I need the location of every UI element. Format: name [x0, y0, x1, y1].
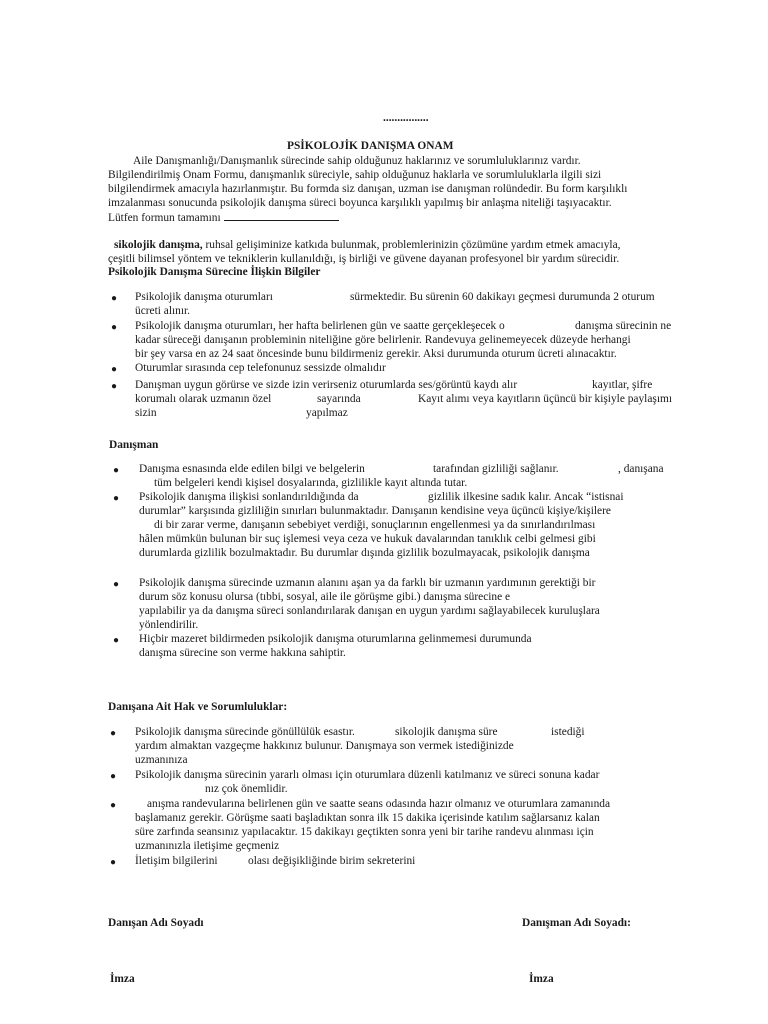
counselor-name-label: Danışman Adı Soyadı: — [522, 917, 631, 929]
s2-item4-line1: Hiçbir mazeret bildirmeden psikolojik danışma oturumlarına gelinmemesi durumunda — [139, 633, 532, 645]
definition-term: sikolojik danışma, — [114, 239, 203, 251]
s3-item1-line3: uzmanınıza — [135, 754, 188, 766]
intro-read-text: Lütfen formun tamamını — [108, 212, 221, 224]
s1-item1-part-b: sürmektedir. Bu sürenin 60 dakikayı geçmesi durumunda 2 oturum — [350, 291, 655, 303]
bullet-icon: ● — [113, 635, 120, 646]
client-sign-label: İmza — [110, 973, 135, 985]
definition-line-1 — [114, 238, 620, 252]
s1-item4-part-a: Danışman uygun görürse ve sizde izin verirseniz oturumlarda ses/görüntü kaydı alır — [135, 379, 518, 391]
s1-item1-part-a: Psikolojik danışma oturumları — [135, 291, 273, 303]
s2-item1-part-b: tarafından gizliliği sağlanır. — [433, 463, 559, 475]
s1-item4-part-b: kayıtlar, şifre — [592, 379, 653, 391]
s1-item4-line2-a: korumalı olarak uzmanın özel — [135, 393, 272, 405]
bullet-icon: ● — [111, 322, 118, 333]
s1-item4-line2-c: Kayıt alımı veya kayıtların üçüncü bir kişiyle paylaşımı — [418, 393, 673, 405]
header-dots: ................ — [383, 112, 429, 124]
s3-item3-line4: uzmanınızla iletişime geçmeniz — [135, 840, 280, 852]
s2-item1-line2: tüm belgeleri kendi kişisel dosyalarında, gizlilikle kayıt altında tutar. — [154, 477, 468, 489]
bullet-icon: ● — [113, 579, 120, 590]
s1-item3: Oturumlar sırasında cep telefonunuz sessizde olmalıdır — [135, 362, 386, 374]
s1-item2-part-a: Psikolojik danışma oturumları, her hafta belirlenen gün ve saatte gerçekleşecek o — [135, 320, 505, 332]
s2-item2-line5: durumlarda gizlilik bozulmaktadır. Bu durumlar dışında gizlilik bozulmayacak, psikolojik danışma — [139, 547, 590, 559]
s1-item2-line2: kadar süreceği danışanın probleminin niteliğine göre belirlenir. Randevuya gelinemeyecek düzeyde herhangi — [135, 334, 631, 346]
definition-text: ruhsal gelişiminize katkıda bulunmak, problemlerinizin çözümüne yardım etmek amacıyla, — [202, 239, 621, 251]
s1-item1-line2: ücreti alınır. — [135, 305, 191, 317]
s1-item4-line3-a: sizin — [135, 407, 157, 419]
s3-item2-line1: Psikolojik danışma sürecinin yararlı olması için oturumlara düzenli katılmanız ve süreci sonuna kadar — [135, 769, 600, 781]
s2-item2-part-a: Psikolojik danışma ilişkisi sonlandırıldığında da — [139, 491, 359, 503]
page-title: PSİKOLOJİK DANIŞMA ONAM — [287, 140, 454, 152]
bullet-icon: ● — [110, 800, 117, 811]
s2-item3-line2: durum söz konusu olursa (tıbbi, sosyal, aile ile görüşme gibi.) danışma sürecine e — [139, 591, 511, 603]
bullet-icon: ● — [111, 381, 118, 392]
intro-line-2: Bilgilendirilmiş Onam Formu, danışmanlık süreciyle, sahip olduğunuz haklarla ve sorumluluklarla ilgili sizi — [108, 169, 602, 181]
s3-item3-line3: süre zarfında seansınız yapılacaktır. 15 dakikayı geçtikten sonra yeni bir tarihe randevu alınması için — [135, 826, 594, 838]
blank-line — [224, 210, 339, 221]
section2-heading: Danışman — [109, 439, 159, 451]
intro-line-3: bilgilendirmek amacıyla hazırlanmıştır. Bu formda siz danışan, uzman ise danışman rolündedir. Bu form karşılıklı — [108, 183, 628, 195]
definition-line-2: çeşitli bilimsel yöntem ve tekniklerin kullanıldığı, iş birliği ve güvene dayanan profesyonel bir yardım sürecidir. — [108, 253, 620, 265]
s3-item3-line2: başlamanız gerekir. Görüşme saati başladıktan sonra ilk 15 dakika içerisinde katılım sağlarsanız kalan — [135, 812, 600, 824]
s1-item2-line3: bir şey varsa en az 24 saat öncesinde bunu bildirmeniz gerekir. Aksi durumunda oturum ücreti alınacaktır. — [135, 348, 617, 360]
s1-item4-line3-b: yapılmaz — [306, 407, 348, 419]
section1-heading: Psikolojik Danışma Sürecine İlişkin Bilgiler — [108, 266, 321, 278]
s2-item3-line4: yönlendirilir. — [139, 619, 199, 631]
bullet-icon: ● — [110, 728, 117, 739]
s2-item1-part-c: , danışana — [618, 463, 664, 475]
s3-item1-part-a: Psikolojik danışma sürecinde gönüllülük esastır. — [135, 726, 355, 738]
s2-item2-line2: durumlar” karşısında gizliliğin sınırları bulunmaktadır. Danışanın kendisine veya üçüncü kişiye/kişilere — [139, 505, 611, 517]
bullet-icon: ● — [110, 857, 117, 868]
bullet-icon: ● — [113, 493, 120, 504]
bullet-icon: ● — [111, 364, 118, 375]
client-name-label: Danışan Adı Soyadı — [108, 917, 204, 929]
s2-item1-part-a: Danışma esnasında elde edilen bilgi ve belgelerin — [139, 463, 365, 475]
s3-item3-line1: anışma randevularına belirlenen gün ve saatte seans odasında hazır olmanız ve oturumlara zamanında — [147, 798, 611, 810]
s2-item2-line3: di bir zarar verme, danışanın sebebiyet verdiği, sonuçlarının engellenmesi ya da sınırlandırılması — [154, 519, 596, 531]
s2-item3-line1: Psikolojik danışma sürecinde uzmanın alanını aşan ya da farklı bir uzmanın yardımının gerektiği bir — [139, 577, 596, 589]
s3-item1-part-b: sikolojik danışma süre — [395, 726, 498, 738]
s2-item2-part-b: gizlilik ilkesine sadık kalır. Ancak “istisnai — [428, 491, 624, 503]
s3-item4-part-a: İletişim bilgilerini — [135, 855, 218, 867]
s3-item1-part-c: istediği — [551, 726, 585, 738]
s2-item2-line4: hâlen mümkün bulunan bir suç işlemesi veya ceza ve hukuk davalarından tanıklık celbi gelmesi gibi — [139, 533, 596, 545]
s2-item4-line2: danışma sürecine son verme hakkına sahiptir. — [139, 647, 346, 659]
s1-item4-line2-b: sayarında — [317, 393, 361, 405]
s3-item4-part-b: olası değişikliğinde birim sekreterini — [248, 855, 416, 867]
s3-item1-line2: yardım almaktan vazgeçme hakkınız bulunur. Danışmaya son vermek istediğinizde — [135, 740, 514, 752]
intro-line-4: imzalanması sonucunda psikolojik danışma süreci boyunca karşılıklı yapılmış bir anlaşma niteliği taşıyacaktır. — [108, 197, 612, 209]
section3-heading: Danışana Ait Hak ve Sorumluluklar: — [108, 701, 288, 713]
s3-item2-line2: nız çok önemlidir. — [205, 783, 288, 795]
bullet-icon: ● — [113, 465, 120, 476]
bullet-icon: ● — [110, 771, 117, 782]
s2-item3-line3: yapılabilir ya da danışma süreci sonlandırılarak danışan en uygun yardımı sağlayabilecek kuruluşlara — [139, 605, 600, 617]
counselor-sign-label: İmza — [529, 973, 554, 985]
s1-item2-part-b: danışma sürecinin ne — [575, 320, 672, 332]
bullet-icon: ● — [111, 293, 118, 304]
intro-line-5 — [108, 210, 339, 225]
intro-line-1: Aile Danışmanlığı/Danışmanlık sürecinde sahip olduğunuz haklarınız ve sorumluluklarınız vardır. — [133, 155, 581, 167]
